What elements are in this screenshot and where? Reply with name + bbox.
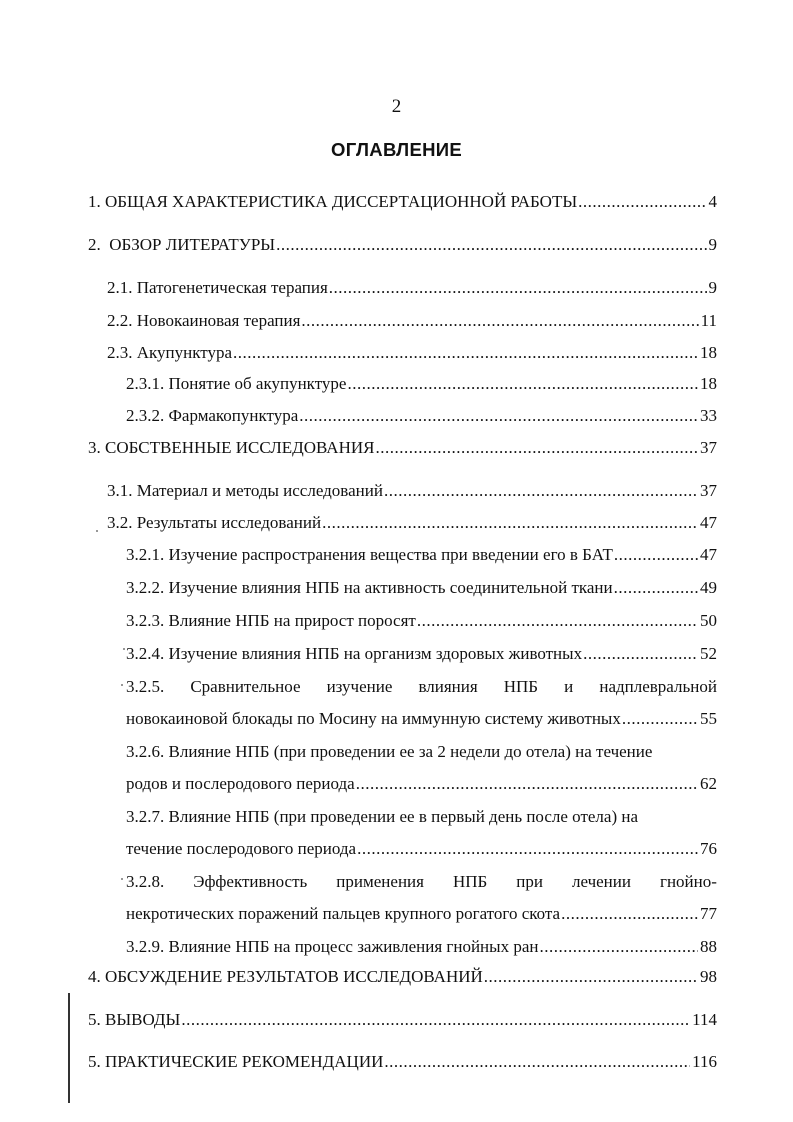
leader-dots bbox=[384, 1051, 690, 1073]
scan-speck bbox=[121, 878, 123, 880]
toc-word: влияния bbox=[418, 677, 478, 696]
toc-entry-page: 18 bbox=[700, 374, 717, 393]
toc-entry-title: ОБСУЖДЕНИЕ РЕЗУЛЬТАТОВ ИССЛЕДОВАНИЙ bbox=[105, 967, 483, 986]
toc-word: Эффективность bbox=[193, 872, 308, 891]
toc-entry-title: Материал и методы исследований bbox=[136, 481, 383, 500]
toc-word: лечении bbox=[571, 872, 631, 891]
toc-entry-title: Влияние НПБ на процесс заживления гнойных ран bbox=[168, 937, 539, 956]
leader-dots bbox=[583, 643, 698, 665]
toc-entry-title: ВЫВОДЫ bbox=[105, 1010, 181, 1029]
toc-word: НПБ bbox=[503, 677, 539, 696]
toc-word: надплевральной bbox=[599, 677, 717, 696]
toc-word: и bbox=[564, 677, 574, 696]
toc-entry[interactable] bbox=[88, 437, 717, 459]
leader-dots bbox=[484, 966, 698, 988]
toc-entry[interactable] bbox=[126, 936, 717, 958]
scan-speck bbox=[121, 684, 123, 686]
toc-entry-title: Изучение распространения вещества при введении его в БАТ bbox=[168, 545, 613, 564]
toc-word: изучение bbox=[326, 677, 393, 696]
toc-entry-page: 114 bbox=[692, 1010, 717, 1029]
toc-entry-number: 3.2.6. bbox=[126, 742, 165, 761]
toc-entry-page: 11 bbox=[700, 311, 717, 330]
toc-entry-page: 18 bbox=[700, 343, 717, 362]
toc-entry-line2[interactable] bbox=[126, 773, 717, 795]
toc-entry-page: 47 bbox=[700, 545, 717, 564]
scan-speck bbox=[123, 648, 125, 650]
toc-entry-number: 3.2.1. bbox=[126, 545, 165, 564]
toc-entry-title: Акупунктура bbox=[136, 343, 233, 362]
leader-dots bbox=[417, 610, 698, 632]
toc-entry-number: 3.2.2. bbox=[126, 578, 165, 597]
toc-entry-number: 3.2.7. bbox=[126, 807, 165, 826]
toc-entry-page: 76 bbox=[700, 839, 717, 858]
leader-dots bbox=[299, 405, 698, 427]
leader-dots bbox=[561, 903, 698, 925]
leader-dots bbox=[357, 838, 698, 860]
toc-entry[interactable] bbox=[88, 234, 717, 256]
toc-entry-title: Влияние НПБ (при проведении ее за 2 недели до отела) на течение bbox=[168, 742, 653, 761]
toc-entry[interactable] bbox=[107, 277, 717, 299]
toc-entry-title: новокаиновой блокады по Мосину на иммунную систему животных bbox=[126, 709, 621, 728]
toc-entry-line1[interactable] bbox=[126, 676, 717, 698]
toc-entry[interactable] bbox=[126, 373, 717, 395]
toc-entry-number: 3.2.8. bbox=[126, 872, 165, 891]
page-number: 2 bbox=[391, 96, 402, 117]
toc-entry-number: 2.3. bbox=[107, 343, 133, 362]
toc-entry-title: родов и послеродового периода bbox=[126, 774, 355, 793]
toc-entry-title: ОБЗОР ЛИТЕРАТУРЫ bbox=[109, 235, 276, 254]
toc-entry-title: течение послеродового периода bbox=[126, 839, 357, 858]
toc-entry-number: 3.2. bbox=[107, 513, 133, 532]
toc-word: гнойно- bbox=[659, 872, 717, 891]
toc-entry[interactable] bbox=[107, 310, 717, 332]
toc-entry-number: 2.1. bbox=[107, 278, 133, 297]
toc-entry-page: 9 bbox=[708, 235, 717, 254]
toc-entry-title: Новокаиновая терапия bbox=[136, 311, 301, 330]
leader-dots bbox=[384, 480, 698, 502]
toc-entry-number: 5. bbox=[88, 1052, 101, 1071]
toc-entry-page: 49 bbox=[700, 578, 717, 597]
toc-entry[interactable] bbox=[126, 405, 717, 427]
toc-entry[interactable] bbox=[107, 512, 717, 534]
toc-entry[interactable] bbox=[126, 577, 717, 599]
toc-entry-number: 2. bbox=[88, 235, 101, 254]
toc-entry-line1[interactable] bbox=[126, 871, 717, 893]
toc-entry-title: Результаты исследований bbox=[136, 513, 322, 532]
scan-margin-line bbox=[68, 993, 70, 1103]
toc-heading: ОГЛАВЛЕНИЕ bbox=[331, 139, 462, 160]
toc-entry[interactable] bbox=[88, 1009, 717, 1031]
toc-entry-title: Понятие об акупунктуре bbox=[168, 374, 347, 393]
toc-entry-title: Фармакопунктура bbox=[168, 406, 299, 425]
toc-entry-line1[interactable] bbox=[126, 806, 717, 828]
toc-entry-line2[interactable] bbox=[126, 838, 717, 860]
toc-entry-number: 1. bbox=[88, 192, 101, 211]
toc-entry[interactable] bbox=[107, 480, 717, 502]
toc-entry-page: 4 bbox=[708, 192, 717, 211]
toc-entry-line1[interactable] bbox=[126, 741, 717, 763]
toc-entry[interactable] bbox=[126, 610, 717, 632]
toc-entry-title: Влияние НПБ на прирост поросят bbox=[168, 611, 416, 630]
toc-entry-title: Влияние НПБ (при проведении ее в первый день после отела) на bbox=[168, 807, 639, 826]
toc-entry-number: 3.1. bbox=[107, 481, 133, 500]
toc-entry-page: 55 bbox=[700, 709, 717, 728]
toc-entry-number: 2.2. bbox=[107, 311, 133, 330]
toc-entry-line2[interactable] bbox=[126, 708, 717, 730]
leader-dots bbox=[578, 191, 706, 213]
toc-entry-title: Патогенетическая терапия bbox=[136, 278, 328, 297]
toc-entry-page: 77 bbox=[700, 904, 717, 923]
leader-dots bbox=[301, 310, 698, 332]
toc-word: при bbox=[516, 872, 543, 891]
toc-entry-title: ПРАКТИЧЕСКИЕ РЕКОМЕНДАЦИИ bbox=[105, 1052, 384, 1071]
leader-dots bbox=[322, 512, 698, 534]
toc-entry-number: 5. bbox=[88, 1010, 101, 1029]
leader-dots bbox=[347, 373, 698, 395]
toc-entry-number: 4. bbox=[88, 967, 101, 986]
toc-entry-page: 50 bbox=[700, 611, 717, 630]
toc-entry-page: 52 bbox=[700, 644, 717, 663]
toc-entry[interactable] bbox=[88, 191, 717, 213]
leader-dots bbox=[622, 708, 698, 730]
toc-entry-title: СОБСТВЕННЫЕ ИССЛЕДОВАНИЯ bbox=[105, 438, 375, 457]
leader-dots bbox=[276, 234, 706, 256]
leader-dots bbox=[375, 437, 698, 459]
toc-entry-page: 88 bbox=[700, 937, 717, 956]
toc-entry-number: 3.2.3. bbox=[126, 611, 165, 630]
toc-entry[interactable] bbox=[126, 544, 717, 566]
scan-speck bbox=[96, 530, 98, 532]
leader-dots bbox=[181, 1009, 690, 1031]
toc-word: НПБ bbox=[452, 872, 488, 891]
toc-entry-page: 47 bbox=[700, 513, 717, 532]
leader-dots bbox=[356, 773, 698, 795]
toc-word: Сравнительное bbox=[190, 677, 301, 696]
toc-entry-number: 3.2.5. bbox=[126, 677, 165, 696]
toc-entry-number: 3.2.4. bbox=[126, 644, 165, 663]
leader-dots bbox=[233, 342, 698, 364]
toc-entry-number: 3.2.9. bbox=[126, 937, 165, 956]
toc-entry[interactable] bbox=[126, 643, 717, 665]
toc-word: применения bbox=[336, 872, 424, 891]
leader-dots bbox=[614, 577, 698, 599]
leader-dots bbox=[614, 544, 698, 566]
toc-entry-page: 116 bbox=[692, 1052, 717, 1071]
toc-entry-number: 2.3.2. bbox=[126, 406, 165, 425]
toc-entry-title: ОБЩАЯ ХАРАКТЕРИСТИКА ДИССЕРТАЦИОННОЙ РАБОТЫ bbox=[105, 192, 578, 211]
toc-entry-number: 3. bbox=[88, 438, 101, 457]
toc-entry[interactable] bbox=[88, 1051, 717, 1073]
toc-entry-title: Изучение влияния НПБ на активность соединительной ткани bbox=[168, 578, 613, 597]
toc-entry-title: Изучение влияния НПБ на организм здоровых животных bbox=[168, 644, 583, 663]
leader-dots bbox=[539, 936, 698, 958]
toc-entry-title: некротических поражений пальцев крупного рогатого скота bbox=[126, 904, 561, 923]
toc-entry-page: 98 bbox=[700, 967, 717, 986]
toc-entry[interactable] bbox=[107, 342, 717, 364]
toc-entry-number: 2.3.1. bbox=[126, 374, 165, 393]
toc-entry[interactable] bbox=[88, 966, 717, 988]
toc-entry-page: 37 bbox=[700, 481, 717, 500]
leader-dots bbox=[329, 277, 707, 299]
toc-entry-page: 62 bbox=[700, 774, 717, 793]
toc-entry-page: 37 bbox=[700, 438, 717, 457]
toc-entry-line2[interactable] bbox=[126, 903, 717, 925]
toc-entry-page: 33 bbox=[700, 406, 717, 425]
toc-entry-page: 9 bbox=[708, 278, 717, 297]
